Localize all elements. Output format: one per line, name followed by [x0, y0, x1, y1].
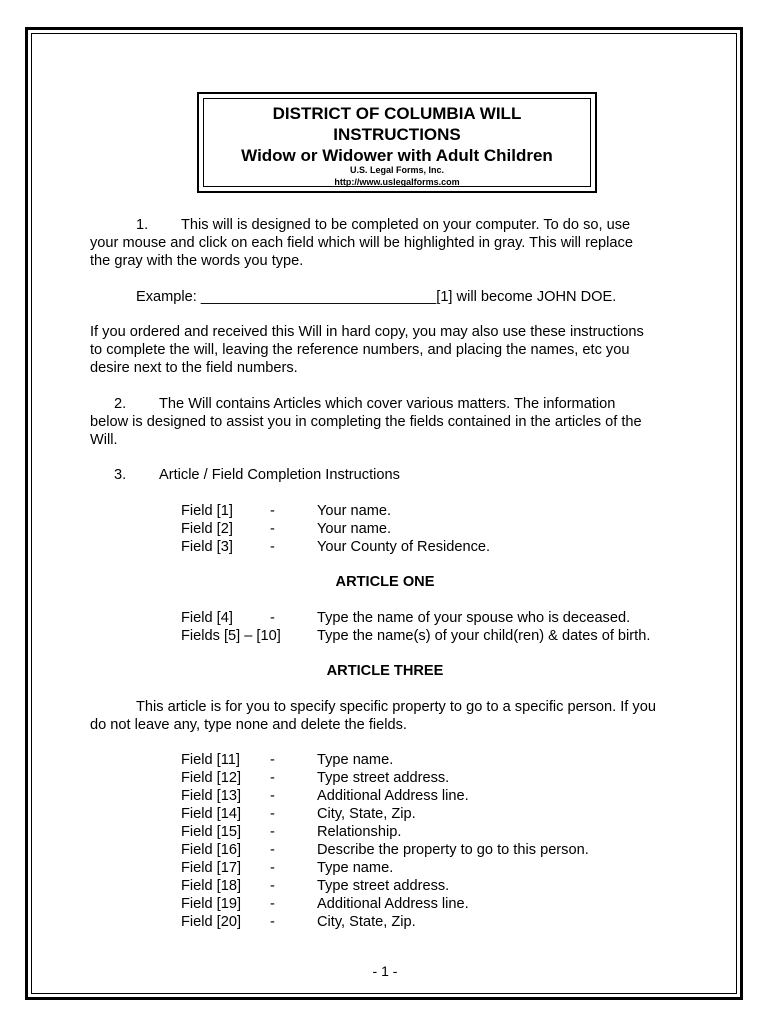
field-dash: -: [270, 860, 275, 876]
field-description: Describe the property to go to this person.: [317, 842, 589, 858]
field-dash: -: [270, 788, 275, 804]
field-label: Field [4]: [181, 610, 233, 626]
section-1-number: 1.: [136, 217, 149, 233]
section-3-heading: Article / Field Completion Instructions: [159, 467, 400, 483]
field-label: Field [17]: [181, 860, 242, 876]
field-label: Field [15]: [181, 824, 242, 840]
field-description: Your County of Residence.: [317, 539, 491, 555]
article-three-intro-line1: This article is for you to specify specific property to go to a specific person. If you: [136, 699, 656, 715]
field-description: Relationship.: [317, 824, 402, 840]
field-description: Type the name of your spouse who is deceased.: [317, 610, 631, 626]
field-description: Type name.: [317, 860, 394, 876]
field-description: Type name.: [317, 752, 394, 768]
field-dash: -: [270, 539, 275, 555]
field-label: Field [12]: [181, 770, 242, 786]
field-description: Type the name(s) of your child(ren) & dates of birth.: [317, 628, 651, 644]
field-label: Field [2]: [181, 521, 233, 537]
field-label: Field [1]: [181, 503, 233, 519]
field-dash: -: [270, 842, 275, 858]
field-dash: -: [270, 503, 275, 519]
field-dash: -: [270, 610, 275, 626]
field-dash: -: [270, 914, 275, 930]
field-dash: -: [270, 521, 275, 537]
field-description: Additional Address line.: [317, 896, 469, 912]
field-label: Field [11]: [181, 752, 240, 768]
article-three-heading: ARTICLE THREE: [326, 663, 444, 679]
field-description: City, State, Zip.: [317, 806, 416, 822]
field-label: Field [13]: [181, 788, 242, 804]
field-dash: -: [270, 824, 275, 840]
document-title-line1: DISTRICT OF COLUMBIA WILL: [272, 104, 522, 123]
field-label: Field [14]: [181, 806, 242, 822]
article-one-heading: ARTICLE ONE: [335, 574, 435, 590]
field-label: Field [16]: [181, 842, 242, 858]
hard-copy-line1: If you ordered and received this Will in hard copy, you may also use these instructions: [90, 324, 644, 340]
company-name: U.S. Legal Forms, Inc.: [349, 165, 445, 175]
section-1-line1: This will is designed to be completed on your computer. To do so, use: [181, 217, 631, 233]
section-1-line3: the gray with the words you type.: [90, 253, 304, 269]
document-subtitle: Widow or Widower with Adult Children: [241, 146, 553, 165]
section-2-line1: The Will contains Articles which cover various matters. The information: [159, 396, 616, 412]
section-3-number: 3.: [114, 467, 127, 483]
article-three-intro-line2: do not leave any, type none and delete the fields.: [90, 717, 407, 733]
field-dash: -: [270, 896, 275, 912]
company-url: http://www.uslegalforms.com: [334, 177, 460, 187]
section-1-line2: your mouse and click on each field which will be highlighted in gray. This will replace: [90, 235, 633, 251]
field-dash: -: [270, 752, 275, 768]
page-number: - 1 -: [372, 963, 398, 979]
field-description: Type street address.: [317, 770, 450, 786]
section-2-number: 2.: [114, 396, 127, 412]
field-description: Your name.: [317, 503, 392, 519]
field-dash: -: [270, 806, 275, 822]
field-label: Fields [5] – [10]: [181, 628, 281, 644]
field-description: Additional Address line.: [317, 788, 469, 804]
section-2-line3: Will.: [90, 432, 118, 448]
section-2-line2: below is designed to assist you in completing the fields contained in the articles of the: [90, 414, 642, 430]
example-line: Example: _____________________________[1] will become JOHN DOE.: [136, 289, 617, 305]
field-label: Field [20]: [181, 914, 242, 930]
field-label: Field [19]: [181, 896, 242, 912]
field-label: Field [18]: [181, 878, 242, 894]
hard-copy-line2: to complete the will, leaving the reference numbers, and placing the names, etc you: [90, 342, 630, 358]
field-description: Your name.: [317, 521, 392, 537]
document-title-line2: INSTRUCTIONS: [333, 125, 461, 144]
hard-copy-line3: desire next to the field numbers.: [90, 360, 298, 376]
field-description: Type street address.: [317, 878, 450, 894]
field-dash: -: [270, 878, 275, 894]
field-description: City, State, Zip.: [317, 914, 416, 930]
field-label: Field [3]: [181, 539, 233, 555]
field-dash: -: [270, 770, 275, 786]
